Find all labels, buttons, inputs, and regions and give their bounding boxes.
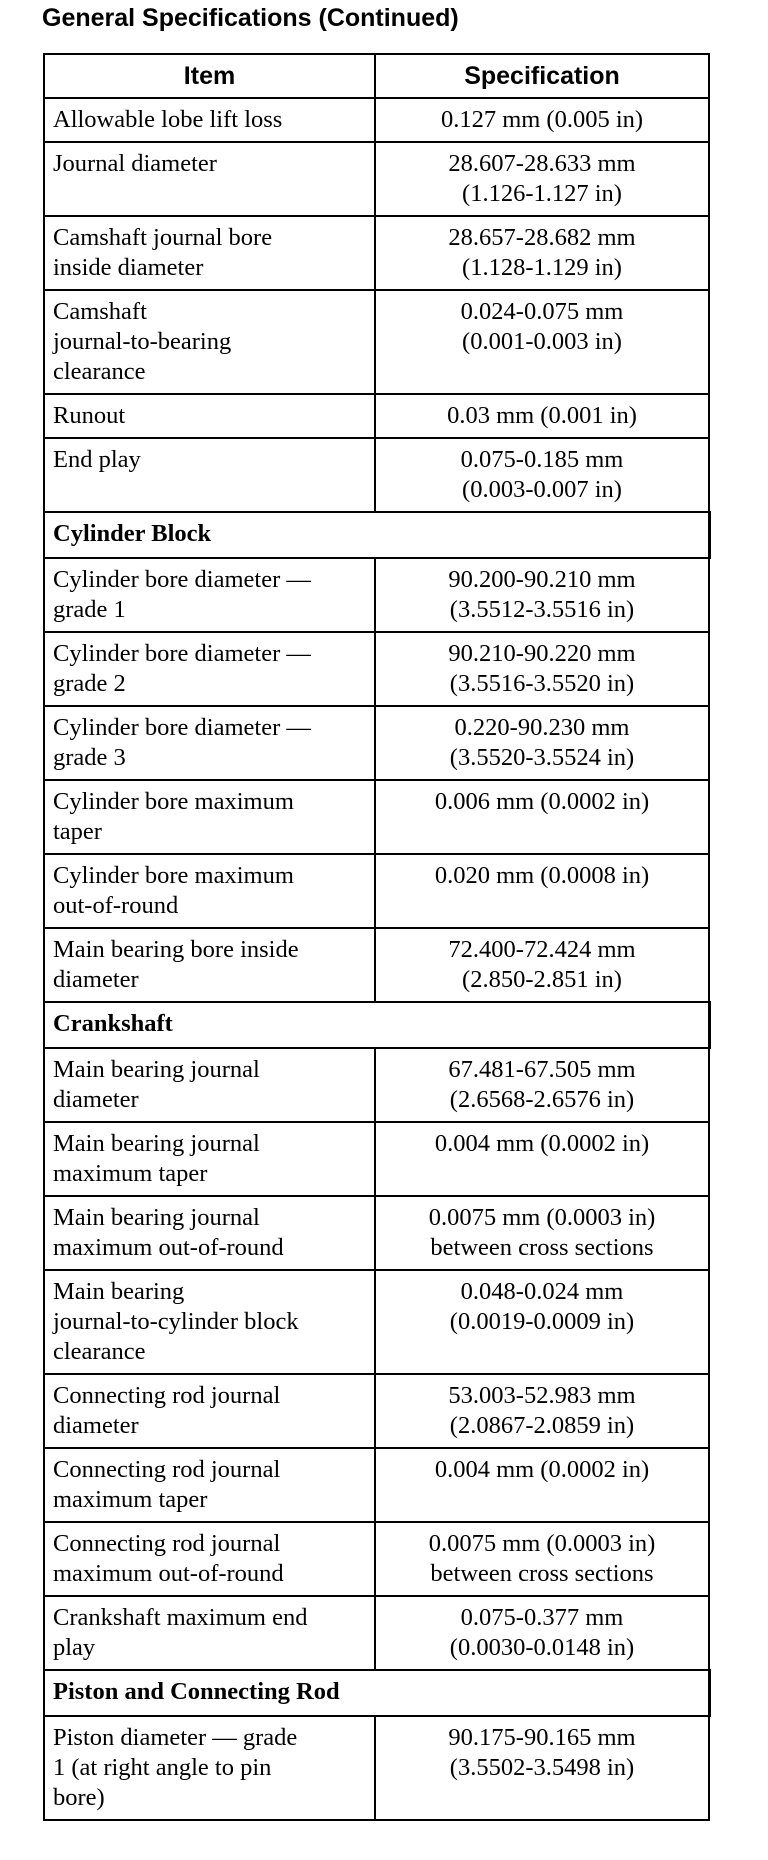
section-row [44, 1002, 709, 1048]
item-cell: Piston diameter — grade 1 (at right angle to pin bore) [44, 1716, 375, 1820]
specification-cell: 0.024-0.075 mm (0.001-0.003 in) [375, 290, 709, 394]
specification-cell: 0.075-0.377 mm (0.0030-0.0148 in) [375, 1596, 709, 1670]
item-cell: Cylinder bore diameter — grade 2 [44, 632, 375, 706]
specification-cell: 67.481-67.505 mm (2.6568-2.6576 in) [375, 1048, 709, 1122]
section-heading: Cylinder Block [44, 512, 709, 558]
specification-cell: 90.200-90.210 mm (3.5512-3.5516 in) [375, 558, 709, 632]
specification-cell: 0.0075 mm (0.0003 in) between cross sections [375, 1522, 709, 1596]
table-row [44, 216, 709, 290]
specification-cell: 0.127 mm (0.005 in) [375, 98, 709, 142]
table-row [44, 1196, 709, 1270]
item-cell: Main bearing journal-to-cylinder block clearance [44, 1270, 375, 1374]
table-row [44, 1448, 709, 1522]
specification-cell: 0.004 mm (0.0002 in) [375, 1122, 709, 1196]
section-heading: Crankshaft [44, 1002, 709, 1048]
item-cell: Allowable lobe lift loss [44, 98, 375, 142]
section-row [44, 512, 709, 558]
item-cell: Main bearing journal maximum out-of-round [44, 1196, 375, 1270]
table-row [44, 706, 709, 780]
table-row [44, 632, 709, 706]
item-cell: Journal diameter [44, 142, 375, 216]
table-row [44, 98, 709, 142]
table-row [44, 854, 709, 928]
specification-cell: 0.048-0.024 mm (0.0019-0.0009 in) [375, 1270, 709, 1374]
table-body [44, 98, 709, 1820]
table-row [44, 142, 709, 216]
specification-cell: 0.0075 mm (0.0003 in) between cross sections [375, 1196, 709, 1270]
table-row [44, 1374, 709, 1448]
table-row [44, 438, 709, 512]
specification-cell: 0.004 mm (0.0002 in) [375, 1448, 709, 1522]
item-cell: End play [44, 438, 375, 512]
item-cell: Runout [44, 394, 375, 438]
item-cell: Cylinder bore maximum out-of-round [44, 854, 375, 928]
specification-cell: 90.175-90.165 mm (3.5502-3.5498 in) [375, 1716, 709, 1820]
item-cell: Crankshaft maximum end play [44, 1596, 375, 1670]
table-row [44, 928, 709, 1002]
specification-cell: 0.220-90.230 mm (3.5520-3.5524 in) [375, 706, 709, 780]
table-header-row [44, 54, 709, 98]
section-row [44, 1670, 709, 1716]
item-cell: Connecting rod journal maximum out-of-round [44, 1522, 375, 1596]
table-row [44, 780, 709, 854]
specification-cell: 90.210-90.220 mm (3.5516-3.5520 in) [375, 632, 709, 706]
specification-cell: 28.607-28.633 mm (1.126-1.127 in) [375, 142, 709, 216]
item-cell: Cylinder bore maximum taper [44, 780, 375, 854]
item-cell: Cylinder bore diameter — grade 3 [44, 706, 375, 780]
specification-cell: 72.400-72.424 mm (2.850-2.851 in) [375, 928, 709, 1002]
section-heading: Piston and Connecting Rod [44, 1670, 709, 1716]
item-cell: Main bearing bore inside diameter [44, 928, 375, 1002]
table-row [44, 1596, 709, 1670]
page-title: General Specifications (Continued) [42, 4, 459, 32]
table-row [44, 1522, 709, 1596]
specifications-table [43, 53, 711, 1821]
item-cell: Connecting rod journal diameter [44, 1374, 375, 1448]
item-cell: Connecting rod journal maximum taper [44, 1448, 375, 1522]
specification-cell: 0.006 mm (0.0002 in) [375, 780, 709, 854]
table-row [44, 394, 709, 438]
specification-cell: 0.03 mm (0.001 in) [375, 394, 709, 438]
specification-cell: 28.657-28.682 mm (1.128-1.129 in) [375, 216, 709, 290]
specification-cell: 0.075-0.185 mm (0.003-0.007 in) [375, 438, 709, 512]
item-cell: Cylinder bore diameter — grade 1 [44, 558, 375, 632]
item-cell: Camshaft journal-to-bearing clearance [44, 290, 375, 394]
table-row [44, 1270, 709, 1374]
item-cell: Main bearing journal diameter [44, 1048, 375, 1122]
table-row [44, 1716, 709, 1820]
table-row [44, 290, 709, 394]
specification-cell: 0.020 mm (0.0008 in) [375, 854, 709, 928]
specification-cell: 53.003-52.983 mm (2.0867-2.0859 in) [375, 1374, 709, 1448]
item-cell: Camshaft journal bore inside diameter [44, 216, 375, 290]
table-row [44, 1122, 709, 1196]
table-row [44, 558, 709, 632]
column-header-specification: Specification [375, 54, 709, 98]
column-header-item: Item [44, 54, 375, 98]
table-row [44, 1048, 709, 1122]
item-cell: Main bearing journal maximum taper [44, 1122, 375, 1196]
